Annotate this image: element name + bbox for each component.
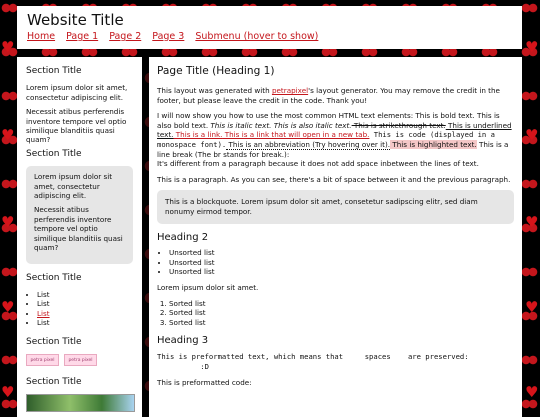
sidebar-section-title: Section Title (26, 376, 82, 387)
list-item: • List (37, 318, 133, 327)
preformatted-text: This is preformatted text, which means that spaces are preserved: :D (157, 351, 469, 371)
list-item: 3. Sorted list (169, 318, 514, 328)
unsorted-list (157, 248, 514, 277)
sidebar-list-link[interactable]: List (37, 308, 50, 318)
heart-icon: ♥ (525, 38, 539, 56)
heart-icon: ♥ (1, 126, 15, 144)
list-item: • List (37, 299, 133, 308)
sidebar-text: Necessit atibus perferendis inventore tempore vel optio similique blanditiis quasi quam? (26, 107, 127, 145)
highlighted-text: This is highlighted text. (390, 139, 477, 149)
paragraph: This is a paragraph. As you can see, there's a bit of space between it and the previous paragraph. (157, 174, 511, 184)
new-tab-link[interactable]: This is a link that will open in a new tab. (222, 130, 370, 140)
list-item: • Unsorted list (169, 267, 514, 277)
nav-link-page-2[interactable]: Page 2 (109, 31, 142, 42)
site-header (17, 6, 522, 49)
nav-link-submenu[interactable]: Submenu (hover to show) (195, 31, 319, 42)
abbreviation[interactable]: This is an abbreviation (Try hovering over it). (226, 139, 391, 149)
sidebar-text: Lorem ipsum dolor sit amet, consectetur adipiscing elit. (26, 83, 128, 102)
italic-text: This is italic text. (210, 120, 272, 130)
sorted-list (157, 299, 514, 328)
heading-3: Heading 3 (157, 335, 209, 347)
page-title: Page Title (Heading 1) (157, 65, 275, 77)
underlined-text: This is underlined text. (157, 120, 512, 140)
italic-text: This is also italic text. (271, 120, 352, 130)
elements-text: This is a line break (The br stands for break.): (157, 139, 509, 159)
heart-icon: ♥ (1, 383, 15, 401)
nav-link-page-1[interactable]: Page 1 (66, 31, 99, 42)
main-content (149, 57, 522, 417)
elements-paragraph (157, 111, 514, 169)
intro-paragraph (157, 86, 514, 105)
heart-icon: ♥ (525, 383, 539, 401)
nav-link-page-3[interactable]: Page 3 (152, 31, 185, 42)
list-item: • Unsorted list (169, 258, 514, 268)
heart-icon: ♥ (525, 213, 539, 231)
sidebar-section-title: Section Title (26, 66, 82, 76)
line-break-text: It's different from a paragraph because it does not add space inbetween the lines of text. (157, 159, 479, 169)
main-nav (27, 31, 512, 42)
sidebar-box-text: Necessit atibus perferendis inventore tempore vel optio similique blanditiis quasi quam? (34, 205, 123, 253)
badge-button[interactable]: petra pixel (26, 354, 59, 366)
list-item: • List (37, 290, 133, 299)
list-item: 1. Sorted list (169, 299, 514, 309)
intro-text: 's layout generator. You may remove the credit in the footer, but please leave the credit in the code. Thank you! (157, 86, 500, 105)
button-badges (26, 354, 133, 366)
sidebar-box (26, 166, 133, 263)
blockquote: This is a blockquote. Lorem ipsum dolor sit amet, consetetur sadipscing elitr, sed diam nonumy eirmod tempor. (157, 190, 514, 223)
list-item: 2. Sorted list (169, 308, 514, 318)
nav-link-home[interactable]: Home (27, 31, 56, 42)
sidebar-section-title: Section Title (26, 272, 82, 283)
heading-2: Heading 2 (157, 231, 209, 243)
list-item (37, 309, 133, 318)
left-heart-border (0, 0, 16, 405)
sample-link[interactable]: This is a link. (173, 130, 223, 140)
heart-icon: ♥ (525, 298, 539, 316)
heart-icon: ♥ (1, 213, 15, 231)
right-heart-border (524, 0, 540, 405)
paragraph: Lorem ipsum dolor sit amet. (157, 282, 259, 292)
badge-button[interactable]: petra pixel (64, 354, 97, 366)
credit-link[interactable]: petrapixel (271, 86, 309, 95)
sidebar-image (26, 394, 135, 412)
site-title: Website Title (27, 11, 124, 29)
sidebar-list (26, 290, 133, 328)
code-text: This is code (displayed in a monospace font). (157, 130, 495, 149)
strike-text: This is strikethrough text. (351, 120, 446, 130)
intro-text: This layout was generated with (157, 86, 272, 95)
sidebar-box-text: Lorem ipsum dolor sit amet, consectetur adipiscing elit. (34, 172, 113, 201)
paragraph: This is preformatted code: (157, 377, 252, 387)
sidebar-section-title: Section Title (26, 336, 82, 347)
heart-icon: ♥ (525, 126, 539, 144)
heart-icon: ♥ (1, 38, 15, 56)
elements-text: I will now show you how to use the most common HTML text elements: This is bold text. This is also bold text. (157, 111, 500, 130)
list-item: • Unsorted list (169, 248, 514, 258)
heart-icon: ♥ (1, 298, 15, 316)
sidebar-section-title: Section Title (26, 148, 82, 159)
sidebar (17, 57, 142, 417)
